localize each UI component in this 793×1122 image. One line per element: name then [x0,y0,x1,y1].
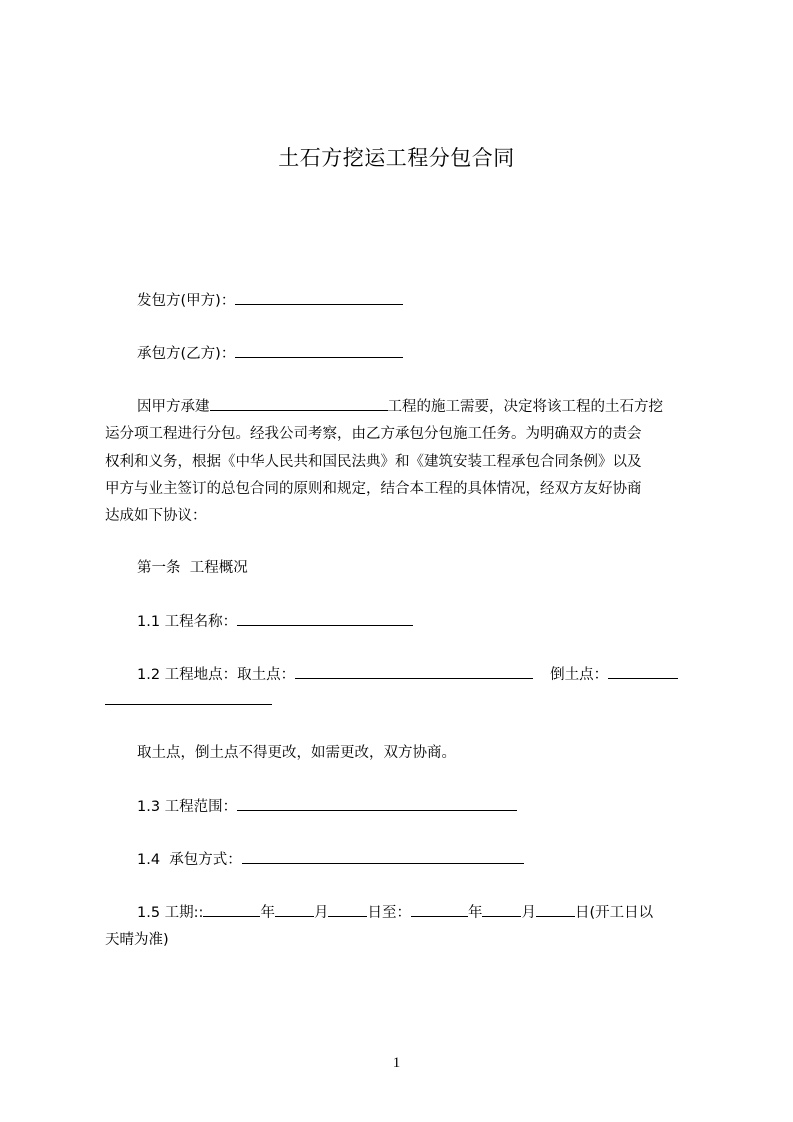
preamble-line-2: 运分项工程进行分包。经我公司考察，由乙方承包分包施工任务。为明确双方的责会 [105,426,642,442]
item-1-2-continuation [105,691,272,711]
item-1-4-label: 1.4 承包方式： [137,852,242,868]
year-label: 年 [260,905,275,921]
day-end-label: 日(开工日以 [574,905,654,921]
scope-blank[interactable] [237,797,517,811]
preamble-line-3: 权利和义务，根据《中华人民共和国民法典》和《建筑安装工程承包合同条例》以及 [105,454,642,470]
contractor-label: 承包方(乙方)： [137,346,236,362]
document-title: 土石方挖运工程分包合同 [278,146,515,170]
item-1-1 [137,612,413,632]
month-label: 月 [521,905,536,921]
preamble-line-4: 甲方与业主签订的总包合同的原则和规定，结合本工程的具体情况，经双方友好协商 [105,481,642,497]
month-label: 月 [313,905,329,921]
item-1-5 [137,903,653,923]
item-1-5-continuation: 天晴为准) [105,932,169,948]
employer-label: 发包方(甲方)： [137,293,236,309]
item-1-2 [137,665,678,685]
dump-site-blank-cont[interactable] [105,691,272,705]
start-year-blank[interactable] [203,903,260,917]
article-1-heading: 第一条 工程概况 [137,560,248,576]
project-name-blank[interactable] [210,397,388,411]
end-day-blank[interactable] [536,903,575,917]
preamble-line-5: 达成如下协议： [105,508,207,524]
dump-site-label: 倒土点： [550,667,609,683]
day-to-label: 日至： [367,905,411,921]
item-1-3-label: 1.3 工程范围： [137,799,238,815]
year-label: 年 [467,905,483,921]
end-year-blank[interactable] [411,903,468,917]
item-1-4 [137,850,524,870]
contractor-blank[interactable] [235,344,403,358]
preamble-text: 工程的施工需要，决定将该工程的土石方挖 [387,399,663,415]
dump-site-blank[interactable] [608,665,678,679]
site-note: 取土点，倒土点不得更改，如需更改，双方协商。 [137,745,456,761]
start-day-blank[interactable] [328,903,367,917]
item-1-3 [137,797,517,817]
item-1-2-label: 1.2 工程地点：取土点： [137,667,296,683]
employer-blank[interactable] [235,291,403,305]
employer-line [137,291,403,311]
start-month-blank[interactable] [275,903,314,917]
project-title-blank[interactable] [237,612,413,626]
item-1-5-label: 1.5 工期:: [137,905,204,921]
preamble-text: 因甲方承建 [137,399,210,415]
contractor-line [137,344,403,364]
page-number: 1 [392,1055,401,1071]
item-1-1-label: 1.1 工程名称： [137,614,238,630]
borrow-site-blank[interactable] [295,665,533,679]
preamble-line-1 [137,397,663,417]
contract-method-blank[interactable] [242,850,524,864]
end-month-blank[interactable] [482,903,521,917]
